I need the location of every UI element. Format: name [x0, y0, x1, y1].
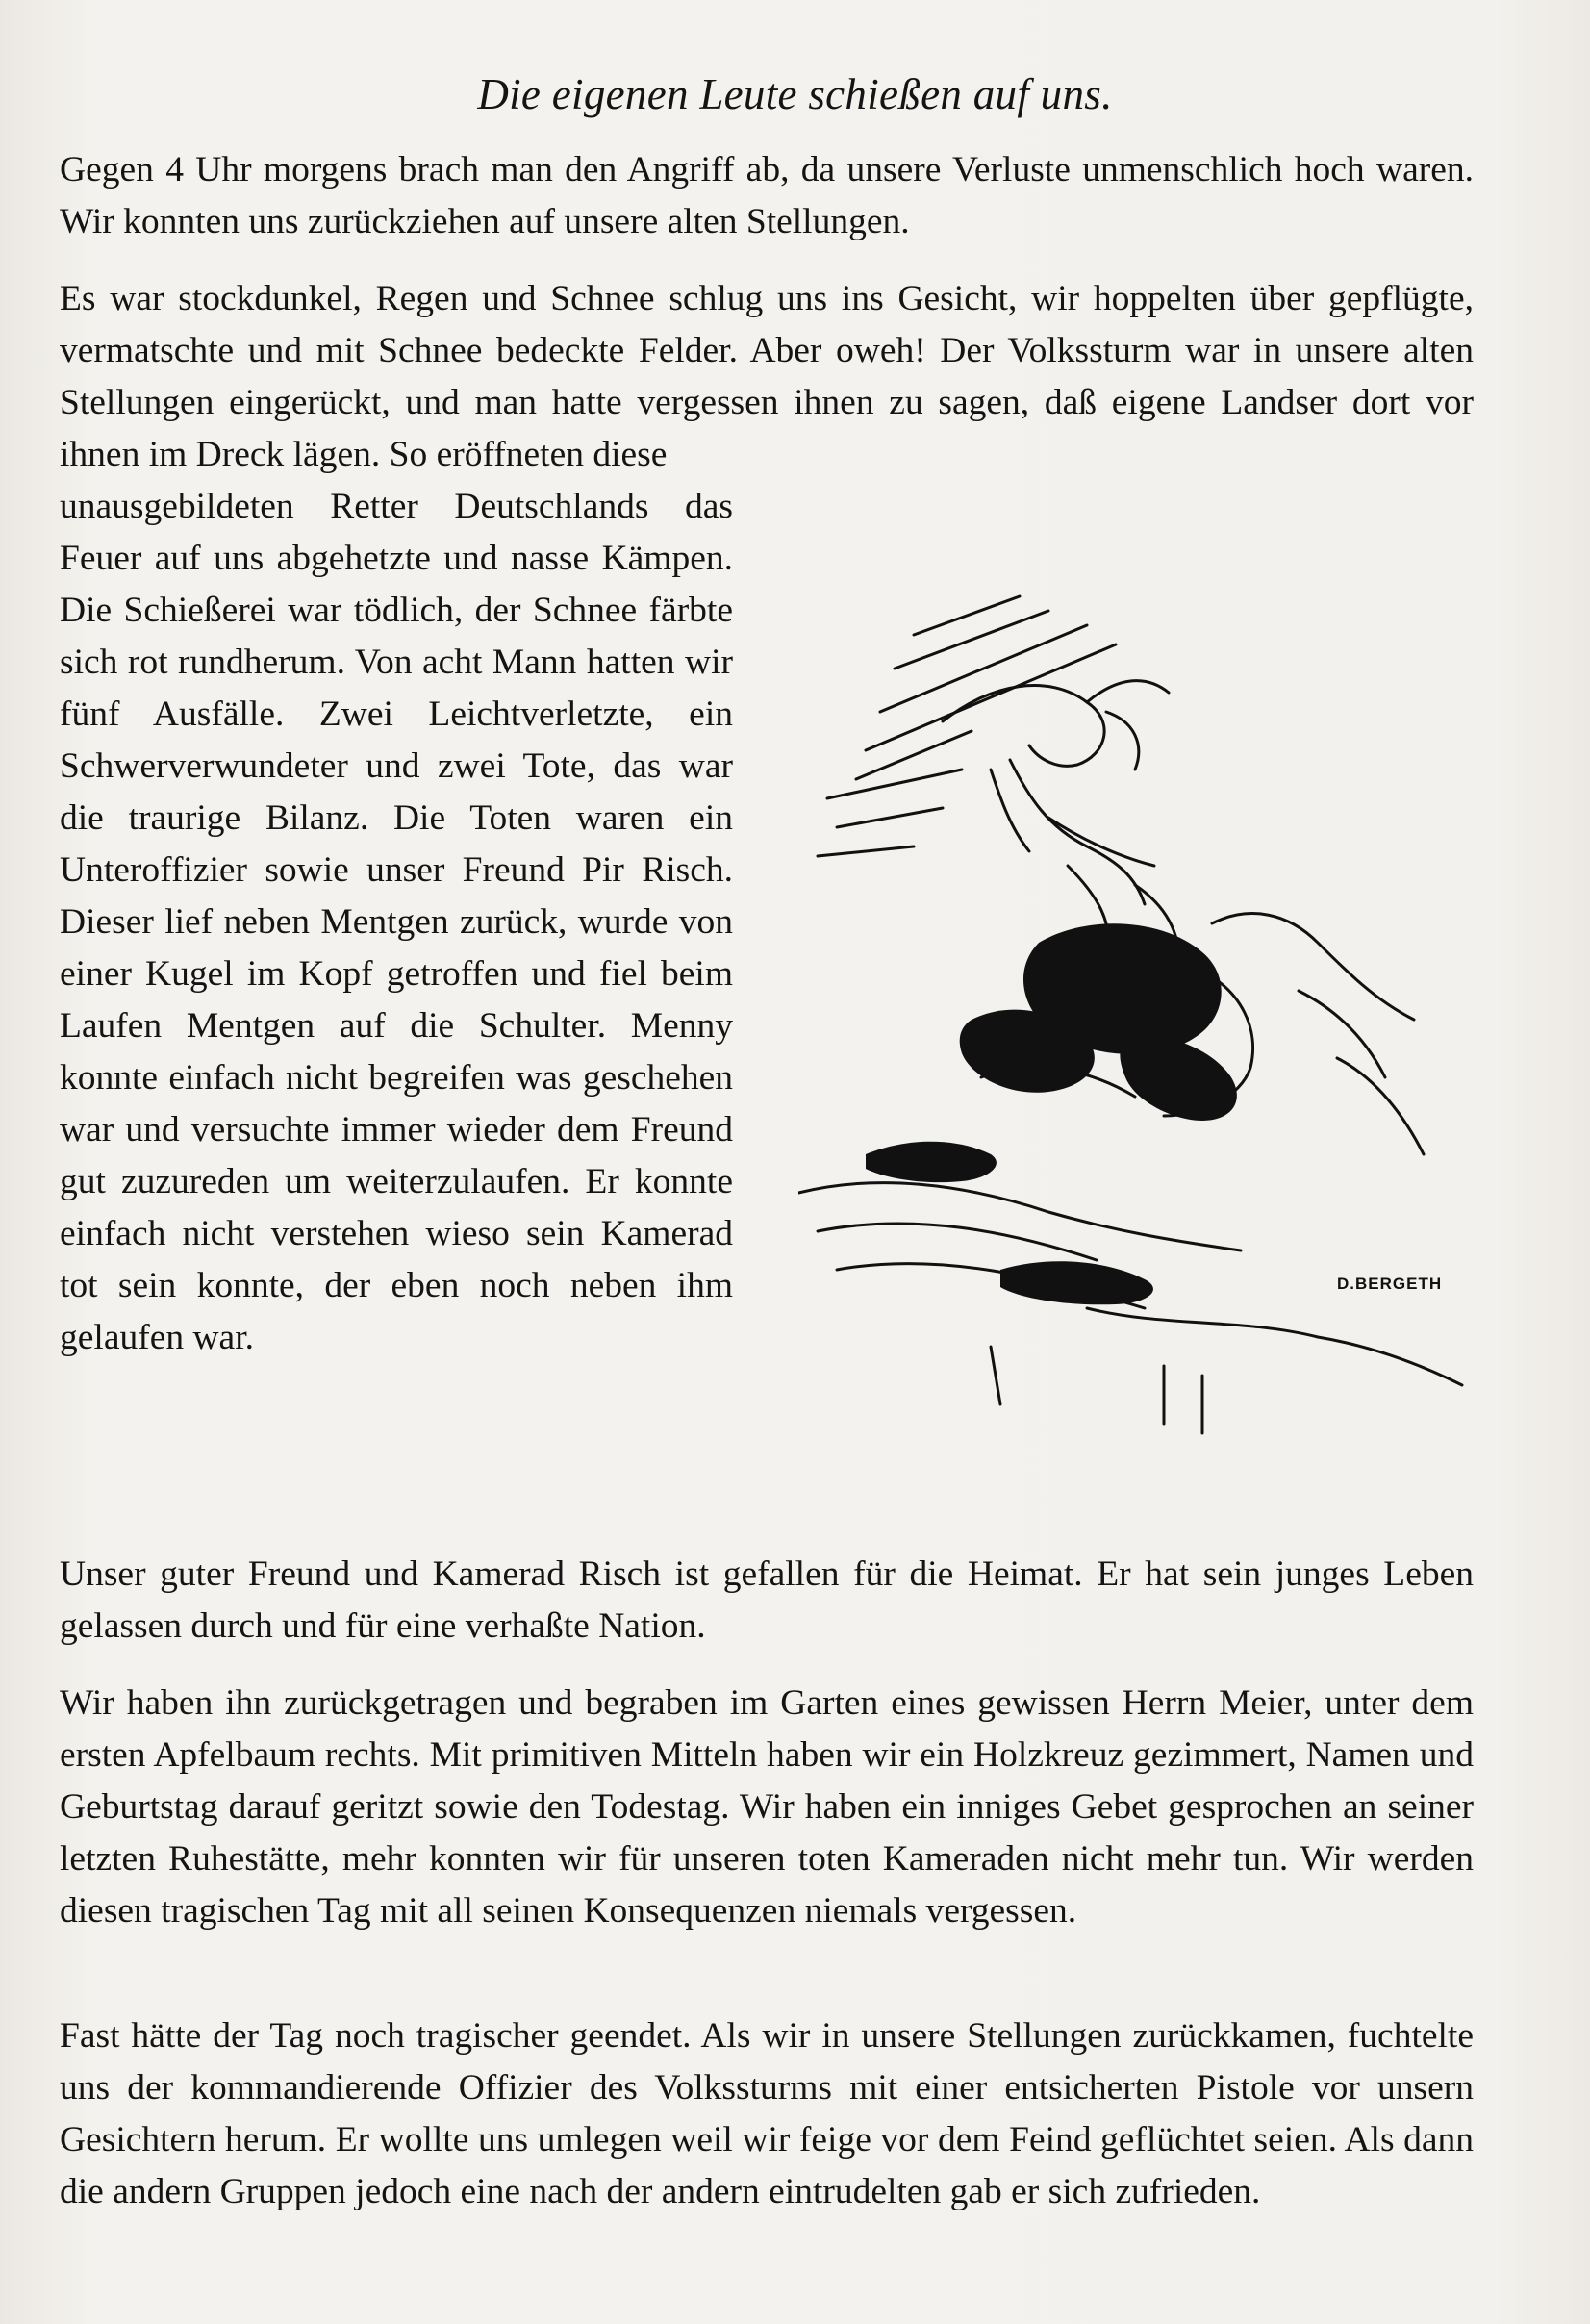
paragraph-1-text: Gegen 4 Uhr morgens brach man den Angriff ab, da unsere Verluste unmenschlich hoch waren. Wir konnten uns zurückziehen auf unsere alten Stellungen. [60, 150, 1474, 241]
chapter-title: Die eigenen Leute schießen auf uns. [477, 70, 1113, 118]
paragraph-3-text: Unser guter Freund und Kamerad Risch ist gefallen für die Heimat. Er hat sein junges Leben gelassen durch und für eine verhaßte Nation. [60, 1554, 1474, 1646]
battlefield-sketch [798, 577, 1491, 1443]
paragraph-3 [60, 1549, 1474, 1653]
paragraph-2-continued-text: unausgebildeten Retter Deutschlands das Feuer auf uns abgehetzte und nasse Kämpen. Die Schießerei war tödlich, der Schnee färbte sich rot rundherum. Von acht Mann hatten wir fünf Ausfälle. Zwei Leichtverletzte, ein Schwerverwundeter und zwei Tote, das war die traurige Bilanz. Die Toten waren ein Unteroffizier sowie unser Freund Pir Risch. Dieser lief neben Mentgen zurück, wurde von einer Kugel im Kopf getroffen und fiel beim Laufen Mentgen auf die Schulter. Menny konnte einfach nicht begreifen was geschehen war und versuchte immer wieder dem Freund gut zuzureden um weiterzulaufen. Er konnte einfach nicht verstehen wieso sein Kamerad tot sein konnte, der eben noch neben ihm gelaufen war. [60, 487, 733, 1357]
paragraph-1 [60, 144, 1474, 248]
paragraph-5-text: Fast hätte der Tag noch tragischer geendet. Als wir in unsere Stellungen zurückkamen, fuchtelte uns der kommandierende Offizier des Volkssturms mit einer entsicherten Pistole vor unsern Gesichtern herum. Er wollte uns umlegen weil wir feige vor dem Feind geflüchtet seien. Als dann die andern Gruppen jedoch eine nach der andern eintrudelten gab er sich zufrieden. [60, 2016, 1474, 2211]
illustration-signature: D.BERGETH [1337, 1275, 1443, 1293]
paragraph-2-continued [60, 481, 733, 1364]
paragraph-4-text: Wir haben ihn zurückgetragen und begraben im Garten eines gewissen Herrn Meier, unter dem ersten Apfelbaum rechts. Mit primitiven Mitteln haben wir ein Holzkreuz gezimmert, Namen und Geburtstag darauf geritzt sowie den Todestag. Wir haben ein inniges Gebet gesprochen an seiner letzten Ruhestätte, mehr konnten wir für unseren toten Kameraden nicht mehr tun. Wir werden diesen tragischen Tag mit all seinen Konsequenzen niemals vergessen. [60, 1683, 1474, 1931]
paragraph-2-text: Es war stockdunkel, Regen und Schnee schlug uns ins Gesicht, wir hoppelten über gepflügte, vermatschte und mit Schnee bedeckte Felder. Aber oweh! Der Volkssturm war in unsere alten Stellungen eingerückt, und man hatte vergessen ihnen zu sagen, daß eigene Landser dort vor ihnen im Dreck lägen. So eröffneten diese [60, 279, 1474, 474]
paragraph-4 [60, 1678, 1474, 1937]
paragraph-2 [60, 273, 1474, 481]
paragraph-5 [60, 2010, 1474, 2218]
